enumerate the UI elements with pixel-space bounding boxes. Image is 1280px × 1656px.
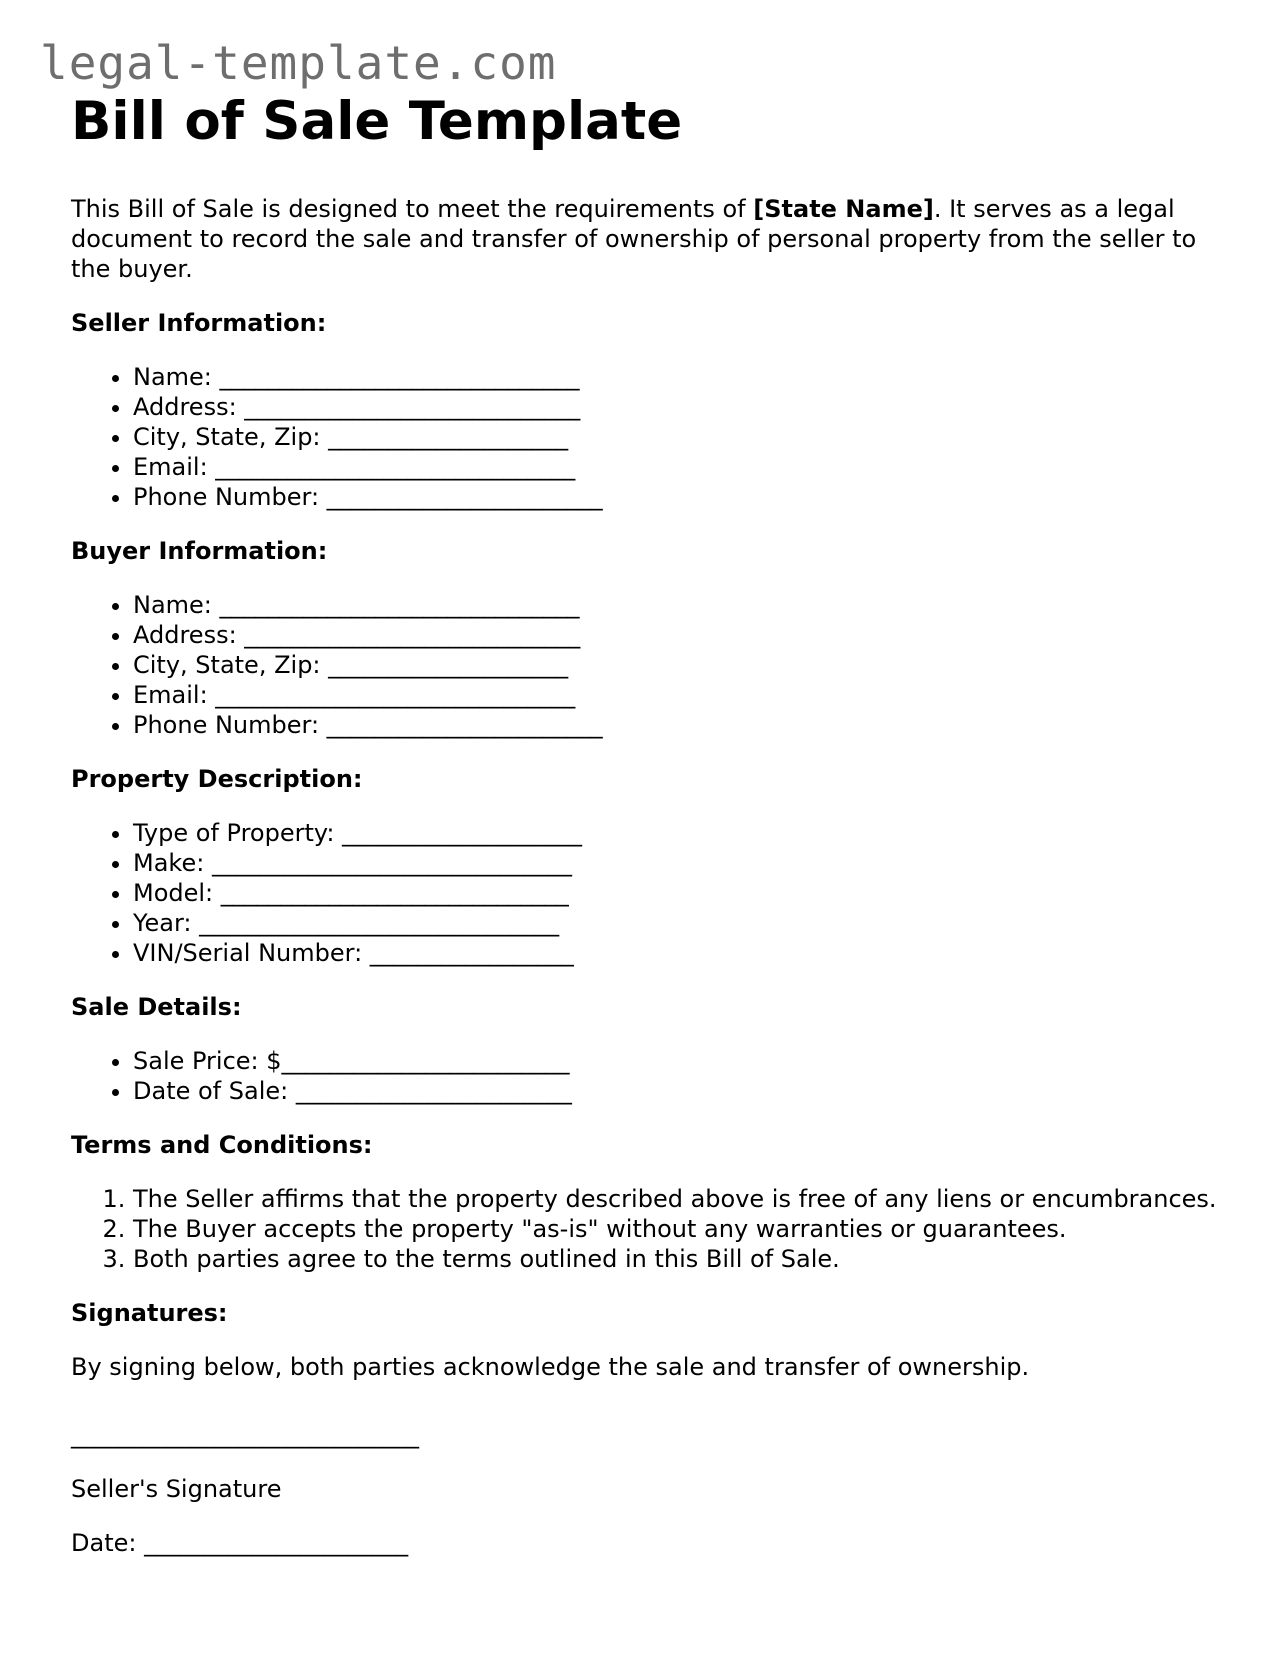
property-make-field[interactable]: • Make: ______________________________ [133, 848, 1221, 878]
seller-phone-field[interactable]: • Phone Number: _______________________ [133, 482, 1221, 512]
state-name-placeholder: [State Name] [753, 195, 934, 223]
intro-text-after: . It serves as a legal document to record the sale and transfer of ownership of personal property from the seller to the buyer. [71, 195, 1197, 283]
sale-date-field[interactable]: • Date of Sale: _______________________ [133, 1076, 1221, 1106]
sale-heading: Sale Details: [71, 993, 242, 1021]
seller-signature-line[interactable]: _____________________________ [71, 1421, 419, 1449]
sale-list [71, 1046, 1221, 1106]
buyer-name-field[interactable]: • Name: ______________________________ [133, 590, 1221, 620]
buyer-address-field[interactable]: • Address: ____________________________ [133, 620, 1221, 650]
page-title: Bill of Sale Template [71, 91, 683, 152]
property-type-field[interactable]: • Type of Property: ____________________ [133, 818, 1221, 848]
seller-email-field[interactable]: • Email: ______________________________ [133, 452, 1221, 482]
signatures-heading: Signatures: [71, 1299, 228, 1327]
term-item: 3. Both parties agree to the terms outlined in this Bill of Sale. [133, 1244, 1221, 1274]
buyer-city-state-zip-field[interactable]: • City, State, Zip: ____________________ [133, 650, 1221, 680]
property-model-field[interactable]: • Model: _____________________________ [133, 878, 1221, 908]
seller-signature-label: Seller's Signature [71, 1475, 282, 1503]
watermark: legal-template.com [40, 36, 557, 90]
buyer-email-field[interactable]: • Email: ______________________________ [133, 680, 1221, 710]
terms-heading: Terms and Conditions: [71, 1131, 373, 1159]
property-vin-field[interactable]: • VIN/Serial Number: _________________ [133, 938, 1221, 968]
buyer-phone-field[interactable]: • Phone Number: _______________________ [133, 710, 1221, 740]
seller-heading: Seller Information: [71, 309, 327, 337]
property-list [71, 818, 1221, 968]
buyer-heading: Buyer Information: [71, 537, 328, 565]
term-item: 1. The Seller affirms that the property described above is free of any liens or encumbrances. [133, 1184, 1221, 1214]
seller-list [71, 362, 1221, 512]
signatures-statement: By signing below, both parties acknowledge the sale and transfer of ownership. [71, 1353, 1030, 1381]
buyer-list [71, 590, 1221, 740]
intro-text-before: This Bill of Sale is designed to meet the requirements of [71, 195, 754, 223]
document [71, 90, 1221, 1558]
seller-name-field[interactable]: • Name: ______________________________ [133, 362, 1221, 392]
terms-list [71, 1184, 1221, 1274]
seller-city-state-zip-field[interactable]: • City, State, Zip: ____________________ [133, 422, 1221, 452]
term-item: 2. The Buyer accepts the property "as-is" without any warranties or guarantees. [133, 1214, 1221, 1244]
sale-price-field[interactable]: • Sale Price: $________________________ [133, 1046, 1221, 1076]
intro-paragraph [71, 194, 1221, 284]
seller-address-field[interactable]: • Address: ____________________________ [133, 392, 1221, 422]
property-heading: Property Description: [71, 765, 363, 793]
property-year-field[interactable]: • Year: ______________________________ [133, 908, 1221, 938]
signature-date-field[interactable]: Date: ______________________ [71, 1529, 409, 1557]
